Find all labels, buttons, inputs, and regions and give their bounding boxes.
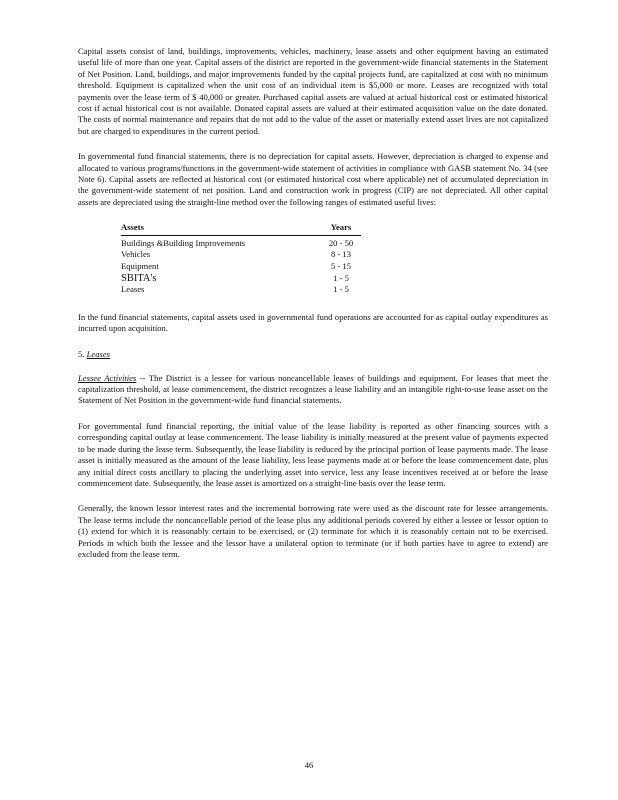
section-heading (78, 349, 548, 359)
row-years: 1 - 5 (333, 284, 349, 295)
table-row (121, 273, 361, 285)
row-asset: Buildings &Building Improvements (121, 237, 246, 248)
paragraph-depreciation: In governmental fund financial statements, there is no depreciation for capital assets. However, depreciation is charged to expense and allocated to various programs/functions in the government-wide statement of activities in compliance with GASB statement No. 34 (see Note 6). Capital assets are reflected at historical cost (or estimated historical cost where applicable) net of accumulated depreciation in the government-wide statement of net position. Land and construction work in progress (CIP) are not depreciated. All other capital assets are depreciated using the straight-line method over the following ranges of estimated useful lives: (78, 151, 548, 207)
paragraph-lessee-activities (78, 373, 548, 407)
paragraph-governmental-fund-reporting: For governmental fund financial reporting, the initial value of the lease liability is reported as other financing sources with a corresponding capital outlay at lease commencement. The lease liability is initially measured at the present value of payments expected to be made during the lease term. Subsequently, the lease liability is reduced by the principal portion of lease payments made. The lease asset is initially measured as the amount of the lease liability, less lease payments made at or before the lease commencement date, plus any initial direct costs ancillary to placing the underlying asset into service, less any lease incentives received at or before the lease commencement date. Subsequently, the lease asset is amortized on a straight-line basis over the lease term. (78, 420, 548, 488)
row-asset: Vehicles (121, 249, 151, 260)
row-asset: Leases (121, 284, 145, 295)
row-asset: SBITA's (121, 272, 157, 284)
page-number: 46 (304, 760, 314, 770)
row-years: 5 - 15 (330, 261, 352, 272)
row-years: 20 - 50 (328, 237, 354, 248)
table-header (121, 222, 361, 236)
row-years: 8 - 13 (330, 249, 352, 260)
table-row (121, 284, 361, 296)
page-content (78, 46, 548, 574)
useful-lives-table (121, 222, 361, 296)
row-years: 1 - 5 (333, 272, 349, 283)
col-assets-header: Assets (121, 222, 144, 233)
paragraph-capital-assets: Capital assets consist of land, buildings, improvements, vehicles, machinery, lease assets and other equipment having an estimated useful life of more than one year. Capital assets of the district are reported in the government-wide financial statements in the Statement of Net Position. Land, buildings, and major improvements funded by the capital projects fund, are capitalized at cost with no minimum threshold. Equipment is capitalized when the unit cost of an individual item is $5,000 or more. Leases are recognized with total payments over the lease term of $ 40,000 or greater. Purchased capital assets are valued at actual historical cost or estimated historical cost if actual historical cost is not available. Donated capital assets are valued at their estimated acquisition value on the date donated. The costs of normal maintenance and repairs that do not add to the value of the asset or materially extend asset lives are not capitalized but are charged to expenditures in the current period. (78, 46, 548, 136)
col-years-header: Years (330, 222, 352, 233)
lessee-activities-text: -- The District is a lessee for various noncancellable leases of buildings and equipment. For leases that meet the capitalization threshold, at lease commencement, the district recognizes a lease liability and an intangible right-to-use lease asset on the Statement of Net Position in the government-wide fund financial statements. (78, 372, 548, 406)
row-asset: Equipment (121, 261, 159, 272)
section-title: Leases (86, 348, 111, 359)
section-number: 5. (78, 348, 85, 359)
paragraph-discount-rate: Generally, the known lessor interest rates and the incremental borrowing rate were used as the discount rate for lessee arrangements. The lease terms include the noncancellable period of the lease plus any additional periods covered by either a lessee or lessor option to (1) extend for which it is reasonably certain to be exercised, or (2) terminate for which it is reasonably certain not to be exercised. Periods in which both the lessee and the lessor have a unilateral option to terminate (or if both parties have to agree to extend) are excluded from the lease term. (78, 503, 548, 559)
paragraph-fund-statements: In the fund financial statements, capital assets used in governmental fund operations are accounted for as capital outlay expenditures as incurred upon acquisition. (78, 311, 548, 334)
table-row (121, 261, 361, 273)
table-row (121, 238, 361, 250)
lessee-activities-lead: Lessee Activities (78, 372, 137, 383)
table-row (121, 249, 361, 261)
